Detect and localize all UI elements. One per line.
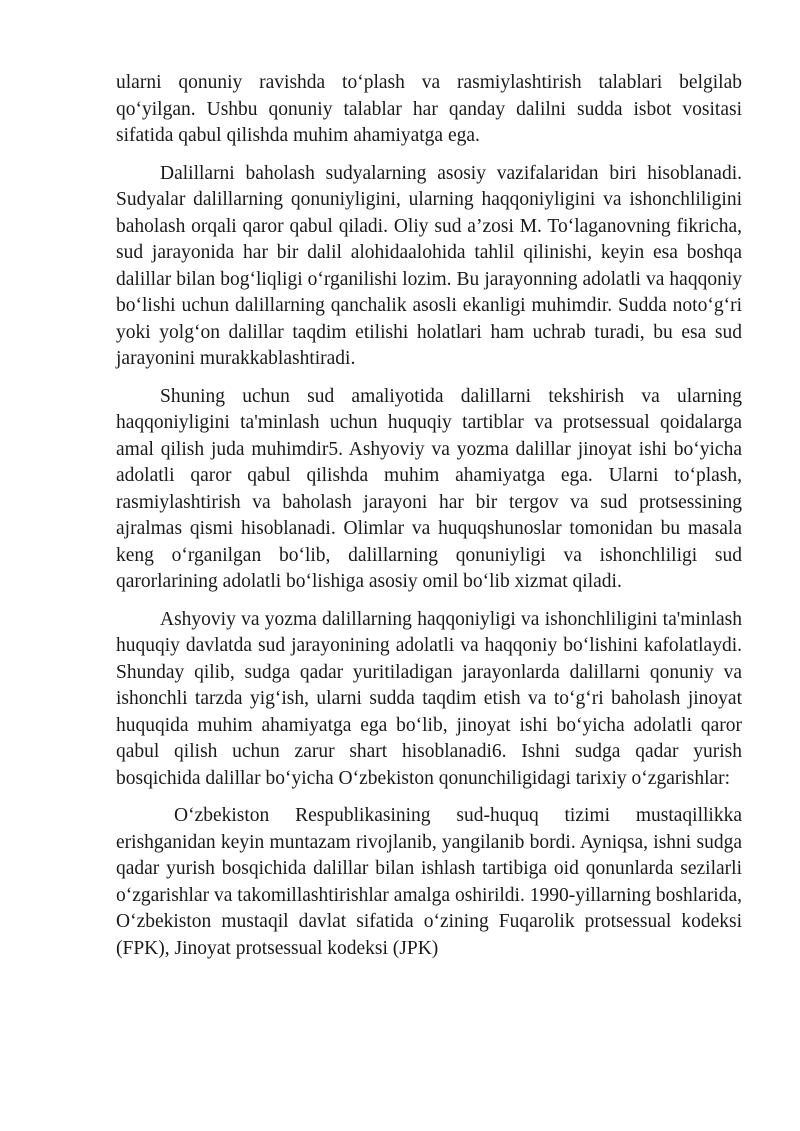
paragraph-court-practice: Shuning uchun sud amaliyotida dalillarni tekshirish va ularning haqqoniyligini ta'minlash uchun huquqiy tartiblar va protsessual qoidalarga amal qilish juda muhimdir5. Ashyoviy va yozma dalillar jinoyat ishi bo‘yicha adolatli qaror qabul qilishda muhim ahamiyatga ega. Ularni to‘plash, rasmiylashtirish va baholash jarayoni har bir tergov va sud protsessining ajralmas qismi hisoblanadi. Olimlar va huquqshunoslar tomonidan bu masala keng o‘rganilgan bo‘lib, dalillarning qonuniyligi va ishonchliligi sud qarorlarining adolatli bo‘lishiga asosiy omil bo‘lib xizmat qiladi. — [116, 385, 742, 592]
paragraph-legal-history: O‘zbekiston Respublikasining sud-huquq tizimi mustaqillikka erishganidan keyin muntazam rivojlanib, yangilanib bordi. Ayniqsa, ishni sudga qadar yurish bosqichida dalillar bilan ishlash tartibiga oid qonunlarda sezilarli o‘zgarishlar va takomillashtirishlar amalga oshirildi. 1990-yillarning boshlarida, O‘zbekiston mustaqil davlat sifatida o‘zining Fuqarolik protsessual kodeksi (FPK), Jinoyat protsessual kodeksi (JPK) — [116, 805, 743, 959]
paragraph-reliability: Ashyoviy va yozma dalillarning haqqoniyligi va ishonchliligini ta'minlash huquqiy davlatda sud jarayonining adolatli va haqqoniy bo‘lishini kafolatlaydi. Shunday qilib, sudga qadar yuritiladigan jarayonlarda dalillarni qonuniy va ishonchli tarzda yig‘ish, ularni sudda taqdim etish va to‘g‘ri baholash jinoyat huquqida muhim ahamiyatga ega bo‘lib, jinoyat ishi bo‘yicha adolatli qaror qabul qilish uchun zarur shart hisoblanadi6. Ishni sudga qadar yurish bosqichida dalillar bo‘yicha O‘zbekiston qonunchiligidagi tarixiy o‘zgarishlar: — [116, 608, 742, 789]
paragraph-evidence-evaluation: Dalillarni baholash sudyalarning asosiy vazifalaridan biri hisoblanadi. Sudyalar dalillarning qonuniyligini, ularning haqqoniyligini va ishonchliligini baholash orqali qaror qabul qiladi. Oliy sud a’zosi M. To‘laganovning fikricha, sud jarayonida har bir dalil alohidaalohida tahlil qilinishi, keyin esa boshqa dalillar bilan bog‘liqligi o‘rganilishi lozim. Bu jarayonning adolatli va haqqoniy bo‘lishi uchun dalillarning qanchalik asosli ekanligi muhimdir. Sudda noto‘g‘ri yoki yolg‘on dalillar taqdim etilishi holatlari ham uchrab turadi, bu esa sud jarayonini murakkablashtiradi. — [116, 162, 742, 369]
document-page — [116, 70, 742, 973]
paragraph-continuation: ularni qonuniy ravishda to‘plash va rasmiylashtirish talablari belgilab qo‘yilgan. Ushbu qonuniy talablar har qanday dalilni sudda isbot vositasi sifatida qabul qilishda muhim ahamiyatga ega. — [116, 72, 742, 146]
